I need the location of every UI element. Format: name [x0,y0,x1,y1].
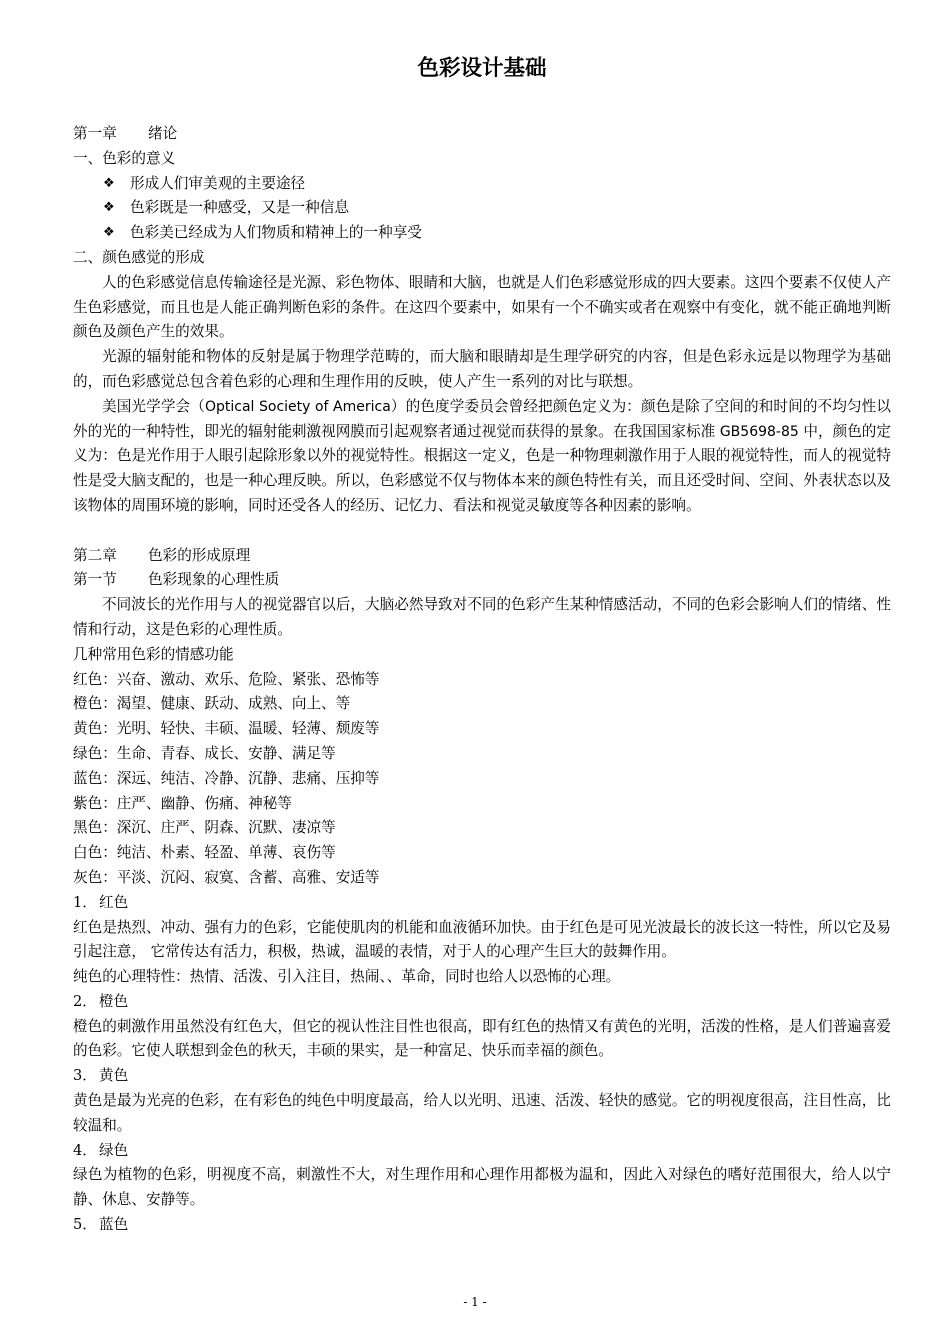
paragraph-perception-elements: 人的色彩感觉信息传输途径是光源、彩色物体、眼睛和大脑，也就是人们色彩感觉形成的四大要素。这四个要素不仅使人产生色彩感觉，而且也是人能正确判断色彩的条件。在这四个要素中，如果有一个不确实或者在观察中有变化，就不能正确地判断颜色及颜色产生的效果。 [73,273,891,341]
paragraph-color-definition: 美国光学学会（Optical Society of America）的色度学委员会曾经把颜色定义为：颜色是除了空间的和时间的不均匀性以外的光的一种特性，即光的辐射能刺激视网膜而引起观察者通过视觉而获得的景象。在我国国家标准 GB5698-85 中，颜色的定义为：色是光作用于人眼引起除形象以外的视觉特性。根据这一定义，色是一种物理刺激作用于人眼的视觉特性，而人的视觉特性是受大脑支配的，也是一种心理反映。所以，色彩感觉不仅与物体本来的颜色特性有关，而且还受时间、空间、外表状态以及该物体的周围环境的影响，同时还受各人的经历、记忆力、看法和视觉灵敏度等各种因素的影响。 [73,397,891,514]
bullet-text: 色彩既是一种感受，又是一种信息 [130,199,349,217]
paragraph-red: 红色是热烈、冲动、强有力的色彩，它能使肌肉的机能和血液循环加快。由于红色是可见光波最长的波长这一特性，所以它及易引起注意， 它常传达有活力，积极，热诚，温暖的表情，对于人的心理产生巨大的鼓舞作用。 [73,918,891,961]
section-2-heading: 二、颜色感觉的形成 [73,248,205,266]
chapter-2-heading [73,544,891,569]
document-page [73,52,891,1238]
osa-name: Optical Society of America [204,398,391,415]
section-heading [73,568,891,593]
emotion-list-item: 红色：兴奋、激动、欢乐、危险、紧张、恐怖等 [73,670,380,688]
bullet-item [73,196,891,221]
emotion-list-item: 蓝色：深远、纯洁、冷静、沉静、悲痛、压抑等 [73,769,380,787]
emotion-list-item: 绿色：生命、青春、成长、安静、满足等 [73,744,336,762]
paragraph-yellow: 黄色是最为光亮的色彩，在有彩色的纯色中明度最高，给人以光明、迅速、活泼、轻快的感觉。它的明视度很高，注目性高，比较温和。 [73,1092,891,1134]
paragraph-physics-physiology: 光源的辐射能和物体的反射是属于物理学范畴的，而大脑和眼睛却是生理学研究的内容，但是色彩永远是以物理学为基础的，而色彩感觉总包含着色彩的心理和生理作用的反映，使人产生一系列的对比与联想。 [73,348,891,390]
yellow-heading: 3． 黄色 [73,1067,129,1085]
chapter-1-heading [73,122,891,147]
paragraph-red-psychology: 纯色的心理特性：热情、活泼、引入注目，热闹、、革命，同时也给人以恐怖的心理。 [73,968,621,986]
diamond-bullet-icon: ❖ [103,200,115,216]
chapter-1-number: 第一章 [73,125,117,142]
emotion-list-item: 黑色：深沉、庄严、阴森、沉默、凄凉等 [73,819,336,837]
section-title: 色彩现象的心理性质 [148,571,280,589]
section-number: 第一节 [73,571,117,589]
chapter-2-number: 第二章 [73,546,117,564]
blue-heading: 5． 蓝色 [73,1216,129,1234]
emotion-list-item: 紫色：庄严、幽静、伤痛、神秘等 [73,794,292,812]
bullet-text: 色彩美已经成为人们物质和精神上的一种享受 [130,224,422,242]
diamond-bullet-icon: ❖ [103,175,115,191]
standard-code: GB5698-85 [719,423,799,440]
chapter-2-title: 色彩的形成原理 [148,546,251,564]
red-heading: 1． 红色 [73,893,129,911]
emotion-list-item: 白色：纯洁、朴素、轻盈、单薄、哀伤等 [73,844,336,862]
green-heading: 4． 绿色 [73,1141,129,1159]
document-title: 色彩设计基础 [417,56,547,81]
bullet-text: 形成人们审美观的主要途径 [130,174,306,192]
emotion-list-item: 橙色：渴望、健康、跃动、成熟、向上、等 [73,695,351,713]
paragraph-psychological-nature: 不同波长的光作用与人的视觉器官以后，大脑必然导致对不同的色彩产生某种情感活动，不同的色彩会影响人们的情绪、性情和行动，这是色彩的心理性质。 [73,596,891,638]
emotion-list-item: 灰色：平淡、沉闷、寂寞、含蓄、高雅、安适等 [73,868,380,886]
page-number: - 1 - [463,1295,487,1309]
emotion-list-title: 几种常用色彩的情感功能 [73,645,234,663]
emotion-list-item: 黄色：光明、轻快、丰硕、温暖、轻薄、颓废等 [73,720,380,738]
paragraph-green: 绿色为植物的色彩，明视度不高，刺激性不大，对生理作用和心理作用都极为温和，因此入对绿色的嗜好范围很大，给人以宁静、休息、安静等。 [73,1166,891,1209]
bullet-item [73,172,891,197]
orange-heading: 2． 橙色 [73,992,129,1010]
chapter-1-title: 绪论 [148,125,178,142]
spacer [73,519,891,544]
bullet-item [73,221,891,246]
section-1-heading: 一、色彩的意义 [73,149,176,167]
diamond-bullet-icon: ❖ [103,225,115,241]
paragraph-orange: 橙色的刺激作用虽然没有红色大，但它的视认性注目性也很高，即有红色的热情又有黄色的光明，活泼的性格，是人们普遍喜爱的色彩。它使人联想到金色的秋天，丰硕的果实，是一种富足、快乐而幸福的颜色。 [73,1017,891,1060]
